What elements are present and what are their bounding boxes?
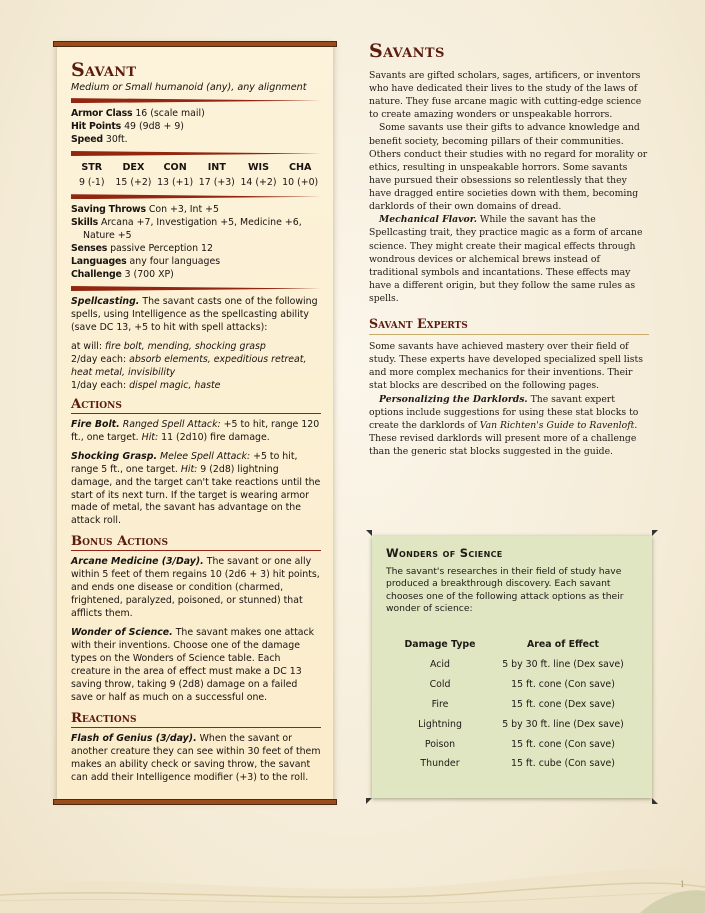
damage-type-cell: Fire [431,699,449,711]
bonus-arcane-medicine: Arcane Medicine (3/Day). The savant or one ally within 5 feet of them regains 10 (2d6 + 3) hit points, and ends one disease or condition (charmed, frightened, paralyzed, poisoned, or stunned) that afflicts them. [71,556,320,620]
ability-label: CHA [288,162,312,174]
ability-con [154,161,196,190]
stat-block-bottom-bar [53,799,337,805]
ability-int [196,161,238,190]
divider [71,286,321,291]
paragraph-experts: Some savants have achieved mastery over their field of study. These experts have developed specialized spell lists and more complex mechanics for their inventions. Their stat blocks are described on the following pages. [369,341,643,392]
column-header: Damage Type [404,638,476,650]
damage-type-cell: Acid [430,659,450,671]
ability-label: INT [207,162,226,174]
table-row [392,755,638,775]
trait-spellcasting: Spellcasting. The savant casts one of the following spells, using Intelligence as the spellcasting ability (save DC 13, +5 to hit with spell attacks): [71,296,318,333]
action-fire-bolt: Fire Bolt. Ranged Spell Attack: +5 to hit, range 120 ft., one target. Hit: 11 (2d10) fire damage. [71,418,320,443]
saving-throws: Saving Throws Con +3, Int +5 [71,204,219,216]
ability-value: 10 (+0) [282,177,319,189]
area-of-effect-cell: 15 ft. cube (Con save) [511,758,615,770]
damage-type-cell: Thunder [420,758,460,770]
ability-wis [238,161,280,190]
damage-type-cell: Cold [429,679,451,691]
ability-label: DEX [122,162,145,174]
ability-value: 13 (+1) [157,177,194,189]
actions-heading: Actions [71,397,321,414]
note-text: The savant's researches in their field of study have produced a breakthrough discovery. Each savant chooses one of the following attack options as their wonder of science: [386,565,624,615]
column-header: Area of Effect [526,638,599,650]
creature-meta: Medium or Small humanoid (any), any alignment [71,81,307,93]
skills: Skills Arcana +7, Investigation +5, Medicine +6, [71,217,302,229]
main-column [369,38,649,458]
table-row [392,696,638,716]
area-of-effect-cell: 5 by 30 ft. line (Dex save) [502,659,624,671]
damage-type-cell: Lightning [418,718,462,730]
ability-value: 14 (+2) [240,177,277,189]
divider [71,98,321,103]
action-shocking-grasp: Shocking Grasp. Melee Spell Attack: +5 to hit, range 5 ft., one target. Hit: 9 (2d8) lightning damage, and the target can't take reactions until the start of its next turn. If the target is wearing armor made of metal, the savant has advantage on the attack roll. [71,450,321,527]
ability-str [71,161,113,190]
creature-name: Savant [71,59,137,81]
hit-points: Hit Points 49 (9d8 + 9) [71,121,184,133]
divider [71,194,321,199]
ability-value: 17 (+3) [198,177,235,189]
table-row [392,656,638,676]
ability-dex [113,161,155,190]
bonus-actions-heading: Bonus Actions [71,534,321,551]
table-row [392,716,638,736]
ability-label: CON [163,162,187,174]
area-of-effect-cell: 15 ft. cone (Dex save) [511,699,615,711]
challenge: Challenge 3 (700 XP) [71,269,174,281]
area-of-effect-cell: 15 ft. cone (Con save) [511,738,615,750]
area-of-effect-cell: 15 ft. cone (Con save) [511,679,615,691]
speed: Speed 30ft. [71,134,128,146]
page-title: Savants [369,40,445,62]
note-title: Wonders of Science [386,546,503,560]
stat-block-top-bar [53,41,337,47]
damage-table [392,636,638,775]
damage-type-cell: Poison [424,738,456,750]
table-row [392,736,638,756]
area-of-effect-cell: 5 by 30 ft. line (Dex save) [502,718,624,730]
paragraph-society: Some savants use their gifts to advance knowledge and benefit society, becoming pillars of their communities. Others conduct their studies with no regard for morality or ethics, resulting in unspeakable horrors. Some savants have pursued their obsessions so relentlessly that they have dragged entire societies down with them, becoming darklords of their own domains of dread. [369,122,648,213]
wonders-of-science-note [372,536,652,798]
stat-block [57,44,333,802]
ability-cha [279,161,321,190]
senses: Senses passive Perception 12 [71,243,213,255]
experts-heading: Savant Experts [369,315,649,335]
skills-continued: Nature +5 [83,230,132,242]
languages: Languages any four languages [71,256,221,268]
ability-scores [71,161,321,190]
note-corner [652,530,658,536]
ability-value: 9 (-1) [78,177,105,189]
spell-list: at will: fire bolt, mending, shocking grasp 2/day each: absorb elements, expeditious retreat, heat metal, invisibility 1/day each: dispel magic, haste [71,340,307,391]
note-corner [366,530,372,536]
note-corner [652,798,658,804]
paragraph-darklords: Personalizing the Darklords. The savant expert options include suggestions for using these stat blocks to create the darklords of Van Richten's Guide to Ravenloft. These revised darklords will present more of a challenge than the generic stat blocks suggested in the guide. [369,393,639,458]
reaction-flash-of-genius: Flash of Genius (3/day). When the savant or another creature they can see within 30 feet of them makes an ability check or saving throw, the savant can add their Intelligence modifier (+3) to the roll. [71,732,321,783]
paragraph-mechanical-flavor: Mechanical Flavor. While the savant has the Spellcasting trait, they practice magic as a form of arcane science. They might create their magical effects through wondrous devices or alchemical brews instead of traditional symbols and incantations. These effects may have a different origin, but they follow the same rules as spells. [369,214,643,305]
note-corner [366,798,372,804]
footer-ornament [0,843,705,913]
ability-value: 15 (+2) [115,177,152,189]
page-number: 1 [679,880,685,889]
divider [71,151,321,156]
ability-label: WIS [247,162,270,174]
armor-class: Armor Class 16 (scale mail) [71,108,205,120]
intro-paragraph: Savants are gifted scholars, sages, artificers, or inventors who have dedicated their lives to the study of the laws of nature. They fuse arcane magic with cutting-edge science to create amazing wonders or unspeakable horrors. [369,69,642,121]
ability-label: STR [81,162,103,174]
bonus-wonder-of-science: Wonder of Science. The savant makes one attack with their inventions. Choose one of the damage types on the Wonders of Science table. Each creature in the area of effect must make a DC 13 saving throw, taking 9 (2d8) damage on a failed save or half as much on a successful one. [71,627,315,703]
table-header-row [392,636,638,657]
reactions-heading: Reactions [71,711,321,728]
table-row [392,676,638,696]
